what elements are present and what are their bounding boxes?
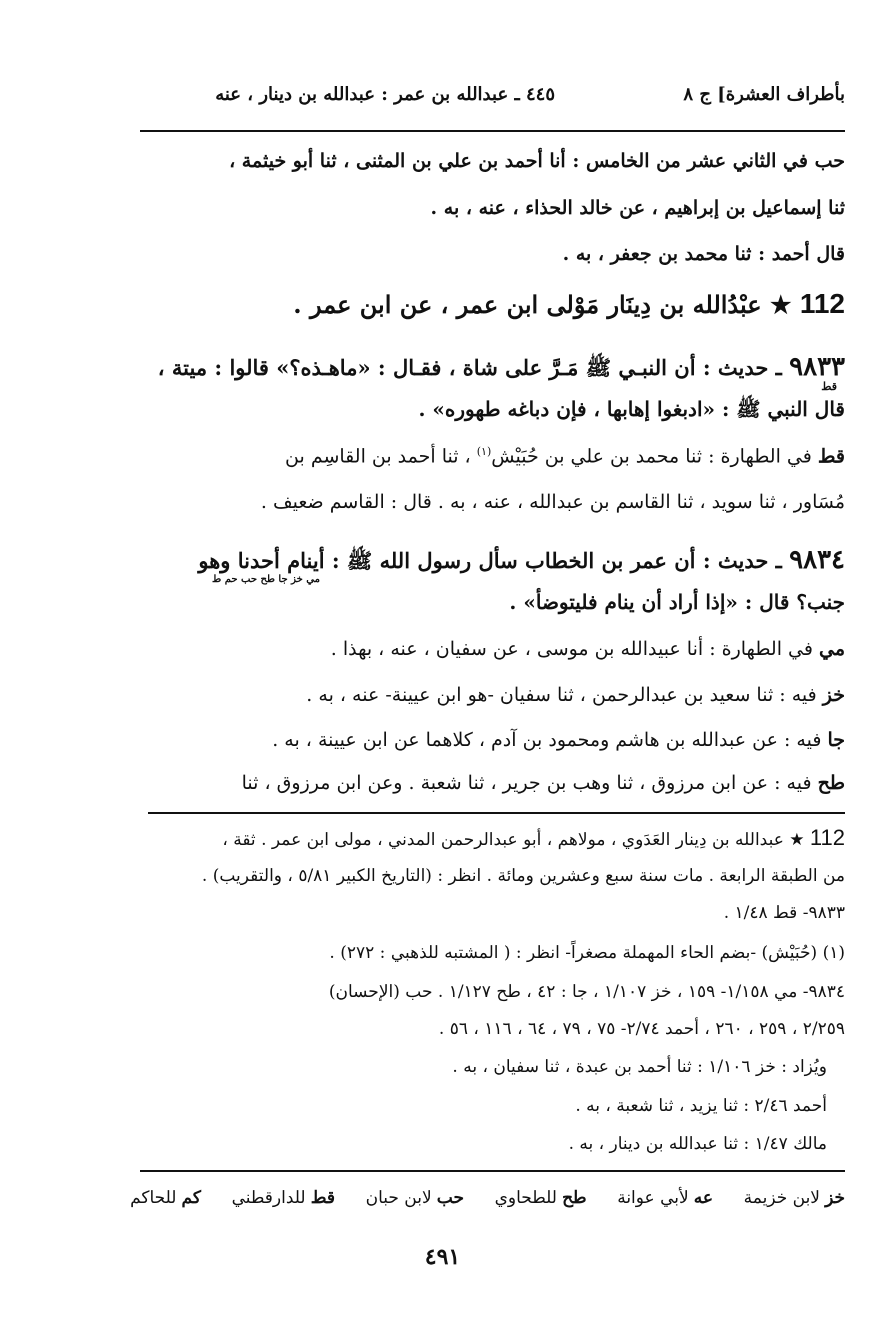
qt-text: في الطهارة : ثنا محمد بن علي بن حُبَيْش bbox=[491, 445, 818, 468]
mi-label: مي bbox=[818, 638, 845, 660]
source-label: قال أحمد bbox=[771, 243, 845, 265]
running-head-right: بأطراف العشرة] ج ٨ bbox=[683, 84, 845, 105]
hadith-2-number: ٩٨٣٤ bbox=[789, 545, 845, 575]
sigla-abbr: قط bbox=[310, 1188, 335, 1208]
footnote-line-2: من الطبقة الرابعة . مات سنة سبع وعشرين ومائة . انظر : (التاريخ الكبير ٥/٨١ ، والتقريب) . bbox=[201, 866, 845, 886]
footnote-line-4: (١) (حُبَيْش) -بضم الحاء المهملة مصغراً- انظر : ( المشتبه للذهبي : ٢٧٢) . bbox=[329, 943, 845, 963]
section-title: ★ عبْدُالله بن دِينَار مَوْلى ابن عمر ، عن ابن عمر . bbox=[293, 290, 792, 319]
sigla-item bbox=[495, 1188, 587, 1208]
page-number: ٤٩١ bbox=[424, 1244, 461, 1270]
footnote-bio-text: ★ عبدالله بن دِينار العَدَوي ، مولاهم ، أبو عبدالرحمن المدني ، مولى ابن عمر . ثقة ، bbox=[222, 830, 805, 850]
body-line-3 bbox=[130, 243, 845, 266]
mi-text: في الطهارة : أنا عبيدالله بن موسى ، عن سفيان ، عنه ، بهذا . bbox=[330, 638, 819, 660]
hadith-1-text-a: ـ حديث : أن النبـي ﷺ مَـرَّ على شاة ، فقـال : «ماهـذه؟» قالوا : ميتة ، bbox=[157, 355, 790, 380]
th-label: طح bbox=[817, 772, 845, 794]
khz-line bbox=[130, 684, 845, 707]
hadith-2-line-2: جنب؟ قال : «إذا أراد أن ينام فليتوضأ» . bbox=[509, 590, 845, 614]
sigla-name: للدارقطني bbox=[231, 1188, 306, 1208]
hadith-1-tag: قط bbox=[821, 380, 837, 393]
hadith-1-line-1 bbox=[130, 352, 845, 383]
body-line-1: حب في الثاني عشر من الخامس : أنا أحمد بن علي بن المثنى ، ثنا أبو خيثمة ، bbox=[229, 150, 845, 172]
hadith-2-line-1 bbox=[130, 545, 845, 576]
sigla-abbr: عه bbox=[693, 1188, 714, 1208]
sigla-abbr: حب bbox=[436, 1188, 464, 1208]
sigla-item bbox=[232, 1188, 335, 1208]
ja-text: فيه : عن عبدالله بن هاشم ومحمود بن آدم ، كلاهما عن ابن عيينة ، به . bbox=[272, 729, 828, 751]
sigla-item bbox=[744, 1188, 845, 1208]
khz-text: فيه : ثنا سعيد بن عبدالرحمن ، ثنا سفيان -هو ابن عيينة- عنه ، به . bbox=[306, 684, 823, 706]
qt-label: قط bbox=[817, 445, 845, 468]
sigla-name: لابن حبان bbox=[365, 1188, 432, 1208]
sigla-name: لابن خزيمة bbox=[743, 1188, 821, 1208]
footnote-line-9: مالك ١/٤٧ : ثنا عبدالله بن دينار ، به . bbox=[568, 1134, 827, 1154]
footnote-marker: (١) bbox=[476, 445, 492, 458]
ja-line bbox=[130, 729, 845, 752]
sigla-item bbox=[366, 1188, 464, 1208]
hadith-2-text-a: ـ حديث : أن عمر بن الخطاب سأل رسول الله ﷺ : أينام أحدنا وهو bbox=[198, 548, 790, 573]
sigla-item bbox=[617, 1188, 713, 1208]
sigla-legend bbox=[130, 1188, 845, 1208]
section-number: 112 bbox=[799, 288, 845, 319]
sigla-name: للحاكم bbox=[130, 1188, 177, 1208]
footnote-rule bbox=[148, 812, 845, 814]
source-text: : ثنا محمد بن جعفر ، به . bbox=[562, 243, 772, 265]
sigla-name: لأبي عوانة bbox=[617, 1188, 689, 1208]
sigla-abbr: طح bbox=[562, 1188, 587, 1208]
sigla-item bbox=[130, 1188, 201, 1208]
header-rule bbox=[140, 130, 845, 132]
qt-line-2: مُسَاور ، ثنا سويد ، ثنا القاسم بن عبدالله ، عنه ، به . قال : القاسم ضعيف . bbox=[260, 491, 845, 513]
sigla-name: للطحاوي bbox=[494, 1188, 557, 1208]
qt-text-rest: ، ثنا أحمد بن القاسِم بن bbox=[285, 445, 477, 468]
footnote-line-1 bbox=[130, 825, 845, 851]
footnote-line-3: ٩٨٣٣- قط ١/٤٨ . bbox=[723, 903, 845, 923]
th-line bbox=[130, 772, 845, 795]
footnote-section-number: 112 bbox=[809, 825, 845, 850]
th-text: فيه : عن ابن مرزوق ، ثنا وهب بن جرير ، ثنا شعبة . وعن ابن مرزوق ، ثنا bbox=[241, 772, 818, 794]
sigla-abbr: خز bbox=[825, 1188, 845, 1208]
footnote-line-6: ٢/٢٥٩ ، ٢٥٩ ، ٢٦٠ ، أحمد ٢/٧٤- ٧٥ ، ٧٩ ، ٦٤ ، ١١٦ ، ٥٦ . bbox=[438, 1019, 845, 1039]
ja-label: جا bbox=[827, 729, 845, 751]
hadith-1-number: ٩٨٣٣ bbox=[789, 352, 845, 382]
footnote-line-8: أحمد ٢/٤٦ : ثنا يزيد ، ثنا شعبة ، به . bbox=[575, 1096, 827, 1116]
sigla-rule bbox=[140, 1170, 845, 1172]
hadith-2-tags: مي خز جا طح حب حم ط bbox=[211, 574, 320, 585]
khz-label: خز bbox=[822, 684, 845, 706]
footnote-line-7: ويُزاد : خز ١/١٠٦ : ثنا أحمد بن عبدة ، ثنا سفيان ، به . bbox=[452, 1057, 827, 1077]
section-heading bbox=[130, 287, 845, 321]
sigla-abbr: كم bbox=[181, 1188, 201, 1208]
hadith-1-line-2: قال النبي ﷺ : «ادبغوا إهابها ، فإن دباغه طهوره» . bbox=[418, 397, 845, 421]
qt-line-1 bbox=[130, 445, 845, 468]
body-line-2: ثنا إسماعيل بن إبراهيم ، عن خالد الحذاء ، عنه ، به . bbox=[430, 197, 845, 219]
footnote-line-5: ٩٨٣٤- مي ١/١٥٨- ١٥٩ ، خز ١/١٠٧ ، جا : ٤٢ ، طح ١/١٢٧ . حب (الإحسان) bbox=[328, 982, 845, 1002]
mi-line bbox=[130, 638, 845, 661]
running-head-center: ٤٤٥ ـ عبدالله بن عمر : عبدالله بن دينار ، عنه bbox=[215, 84, 555, 105]
